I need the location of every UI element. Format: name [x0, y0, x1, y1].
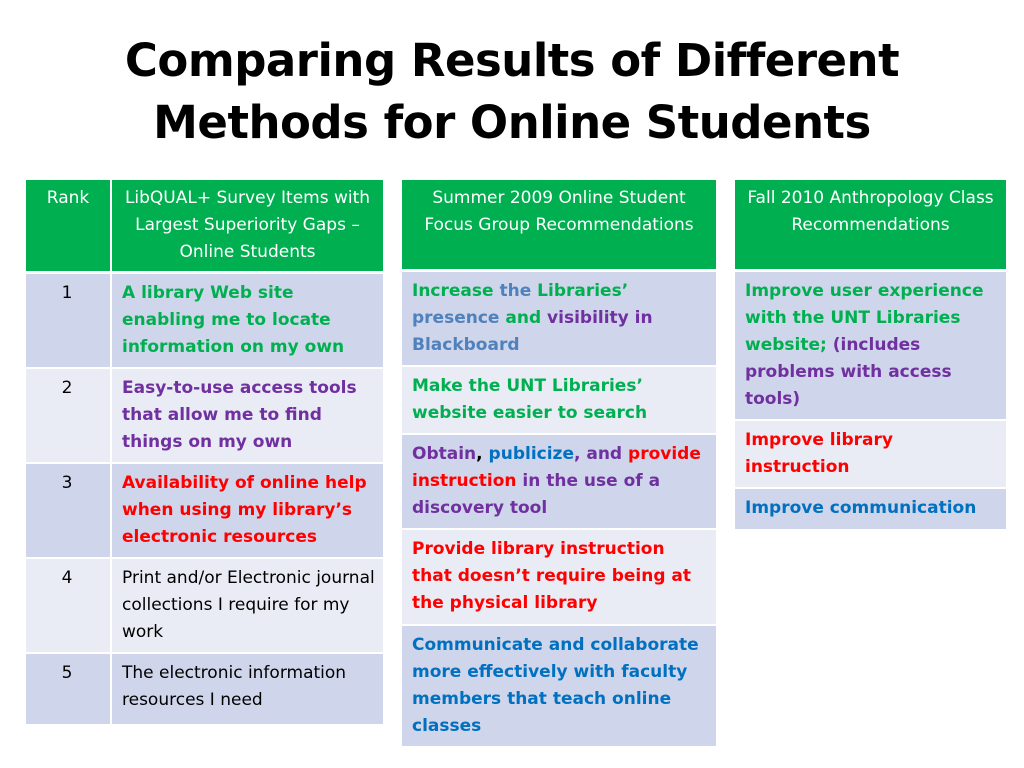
- text-segment: ,: [476, 444, 489, 464]
- text-segment: Communicate and collaborate more effectively with faculty members that teach online classes: [412, 635, 699, 736]
- slide-title: [0, 30, 1024, 154]
- text-segment: presence: [412, 308, 500, 328]
- text-segment: Improve user experience with the UNT Libraries website;: [745, 281, 984, 355]
- text-segment: the: [499, 281, 532, 301]
- libqual-item: The electronic information resources I need: [112, 654, 383, 726]
- rank-header: Rank: [26, 180, 112, 274]
- text-segment: Blackboard: [412, 335, 520, 355]
- anthropology-table: [735, 180, 1006, 531]
- text-segment: and: [499, 308, 548, 328]
- libqual-item: A library Web site enabling me to locate information on my own: [112, 274, 383, 369]
- text-segment: Provide library instruction that doesn’t require being at the physical library: [412, 539, 692, 613]
- title-line-1: Comparing Results of Different: [124, 34, 900, 87]
- table-row: [402, 367, 716, 435]
- anthropology-item: [735, 489, 1006, 531]
- table-row: [26, 369, 383, 464]
- table-header-row: [26, 180, 383, 274]
- libqual-item: Easy-to-use access tools that allow me to find things on my own: [112, 369, 383, 464]
- table-row: [26, 559, 383, 654]
- text-segment: provide instruction: [412, 444, 701, 491]
- text-segment: Improve library instruction: [745, 430, 893, 477]
- text-segment: visibility: [547, 308, 629, 328]
- text-segment: in: [628, 308, 653, 328]
- focus-group-header: Summer 2009 Online Student Focus Group Recommendations: [402, 180, 716, 272]
- text-segment: publicize: [488, 444, 574, 464]
- focus-group-table: [402, 180, 716, 748]
- text-segment: (includes problems with access tools): [745, 335, 952, 409]
- title-line-2: Methods for Online Students: [153, 96, 871, 149]
- table-row: [735, 421, 1006, 489]
- text-segment: Obtain: [412, 444, 477, 464]
- text-segment: Make the UNT Libraries’ website easier to search: [412, 376, 648, 423]
- text-segment: , and: [573, 444, 629, 464]
- anthropology-header: Fall 2010 Anthropology Class Recommendations: [735, 180, 1006, 272]
- table-row: [735, 489, 1006, 531]
- focus-group-item: [402, 367, 716, 435]
- table-row: [26, 274, 383, 369]
- table-row: [735, 272, 1006, 421]
- table-row: [26, 654, 383, 726]
- rank-cell: 1: [26, 274, 112, 369]
- focus-group-item: [402, 530, 716, 626]
- focus-group-item: [402, 626, 716, 748]
- table-row: [402, 626, 716, 748]
- table-header-row: [402, 180, 716, 272]
- table-row: [26, 464, 383, 559]
- anthropology-item: [735, 272, 1006, 421]
- focus-group-item: [402, 272, 716, 367]
- libqual-item: Availability of online help when using my library’s electronic resources: [112, 464, 383, 559]
- text-segment: in the use of a discovery tool: [412, 471, 661, 518]
- rank-cell: 5: [26, 654, 112, 726]
- rank-cell: 2: [26, 369, 112, 464]
- focus-group-item: [402, 435, 716, 530]
- table-row: [402, 530, 716, 626]
- libqual-header: LibQUAL+ Survey Items with Largest Superiority Gaps – Online Students: [112, 180, 383, 274]
- table-row: [402, 272, 716, 367]
- table-header-row: [735, 180, 1006, 272]
- libqual-item: Print and/or Electronic journal collections I require for my work: [112, 559, 383, 654]
- text-segment: Improve communication: [745, 498, 977, 518]
- text-segment: Increase: [412, 281, 500, 301]
- libqual-table: [26, 180, 383, 726]
- table-row: [402, 435, 716, 530]
- rank-cell: 3: [26, 464, 112, 559]
- rank-cell: 4: [26, 559, 112, 654]
- anthropology-item: [735, 421, 1006, 489]
- text-segment: Libraries’: [531, 281, 629, 301]
